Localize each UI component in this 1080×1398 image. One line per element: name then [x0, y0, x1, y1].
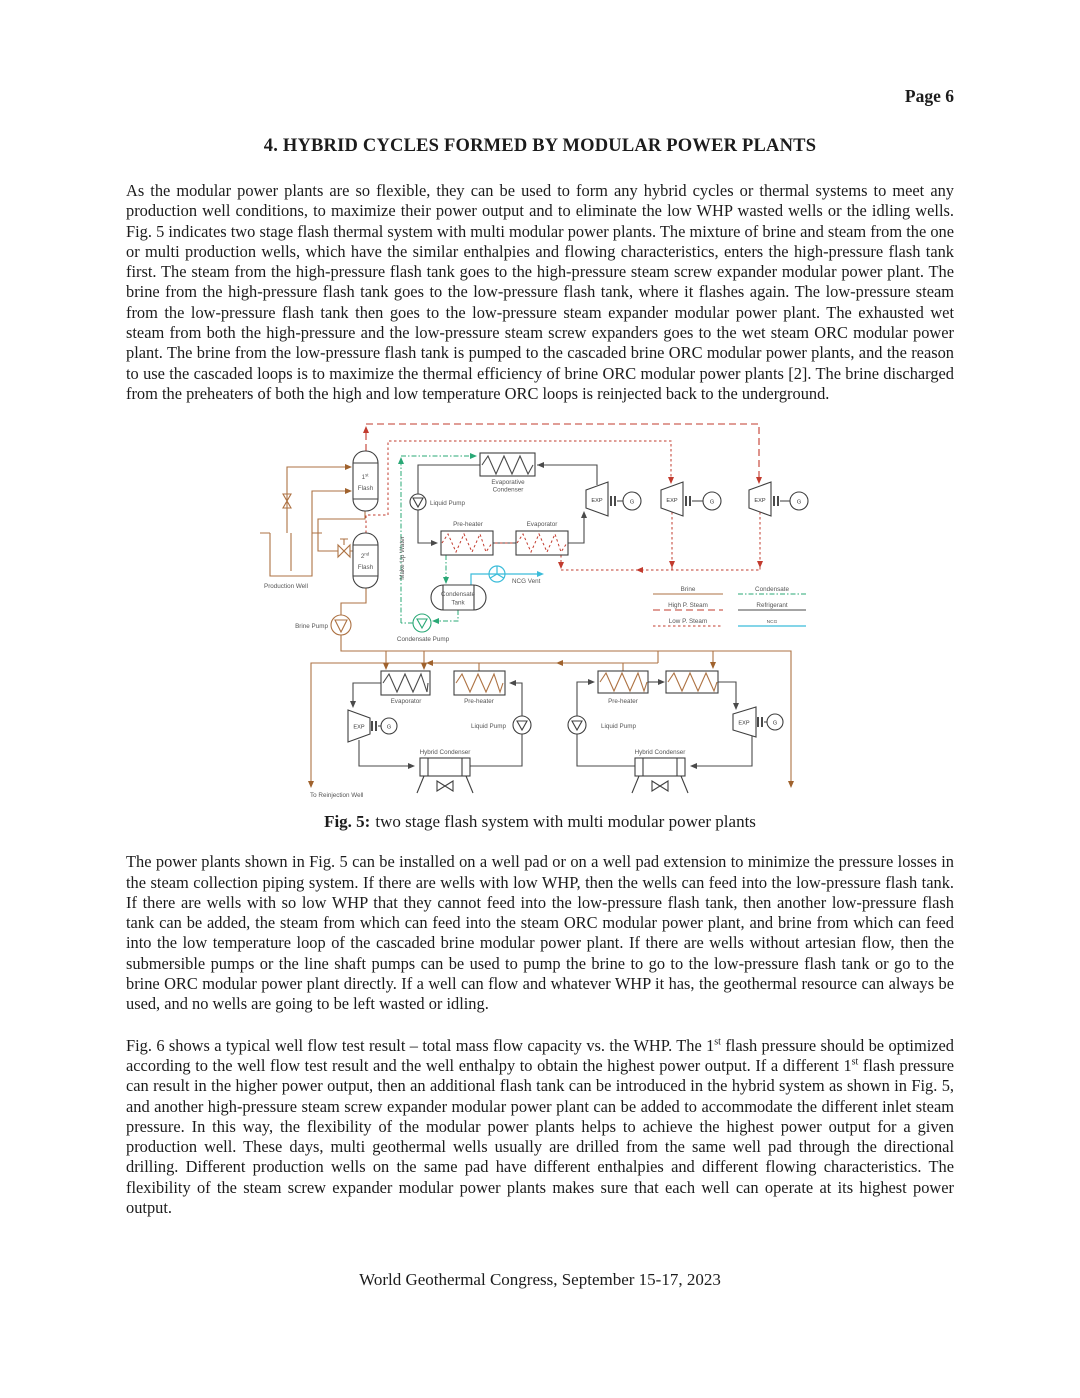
production-well — [260, 464, 352, 590]
evaporator-bottom-left — [381, 671, 430, 705]
ncg-vent — [471, 566, 544, 585]
svg-text:Liquid Pump: Liquid Pump — [601, 723, 637, 731]
svg-text:Pre-heater: Pre-heater — [608, 698, 638, 706]
process-flow-diagram — [256, 418, 840, 810]
paragraph-2: The power plants shown in Fig. 5 can be installed on a well pad or on a well pad extension to minimize the pressure losses in the steam collection piping system. If there are wells with low WHP, then the wells can feed into the low-pressure flash tank. If there are wells with so low WHP that they cannot feed into the low-pressure flash tank, then another low-pressure flash tank can be added, the steam from which can feed into the steam ORC modular power plant, and brine from which can feed into the low temperature loop of the cascaded brine modular power plant. If there are wells without artesian flow, then the submersible pumps or the line shaft pumps can be used to pump the brine to go to the low-pressure flash tank or go to the brine ORC modular power plant directly. If a well can flow and whatever WHP it has, the geothermal resource can always be used, and no wells are going to be left wasted or idling. — [126, 852, 954, 1014]
svg-text:G: G — [796, 499, 802, 506]
svg-text:G: G — [772, 720, 778, 727]
liquid-pump-bottom-right — [568, 716, 637, 734]
liquid-pump-bottom-left — [471, 716, 531, 734]
preheater-top — [441, 521, 493, 555]
svg-text:Evaporator: Evaporator — [526, 521, 558, 529]
brine-pump-label: Brine Pump — [295, 623, 328, 631]
svg-text:Tank: Tank — [451, 599, 465, 607]
evaporator-top — [516, 521, 568, 555]
flash-tank-2 — [353, 533, 378, 588]
expander-bottom-right — [733, 707, 783, 737]
svg-text:Condensate: Condensate — [441, 591, 475, 599]
svg-text:Pre-heater: Pre-heater — [464, 698, 494, 706]
legend-refrigerant: Refrigerant — [756, 602, 788, 610]
svg-text:G: G — [629, 499, 635, 506]
svg-text:2nd: 2nd — [360, 551, 370, 561]
svg-text:Liquid Pump: Liquid Pump — [430, 500, 466, 508]
legend-high-p-steam: High P. Steam — [668, 602, 708, 610]
reinjection-label: To Reinjection Well — [310, 792, 364, 800]
condensate-pump — [397, 614, 450, 643]
svg-text:Flash: Flash — [357, 485, 374, 493]
preheater-bottom-left — [454, 671, 505, 705]
liquid-pump-top — [410, 494, 466, 510]
svg-text:Flash: Flash — [357, 564, 374, 572]
legend-condensate: Condensate — [755, 586, 789, 594]
preheater-bottom-right — [598, 671, 648, 705]
hybrid-condenser-right — [632, 749, 688, 793]
brine-distribution — [308, 635, 794, 799]
svg-text:1st: 1st — [361, 472, 369, 482]
paragraph-1: As the modular power plants are so flexible, they can be used to form any hybrid cycles or thermal systems to meet any production well conditions, to maximize their power output and to eliminate the low WHP wasted wells or the idling wells. Fig. 5 indicates two stage flash thermal system with multi modular power plants. The mixture of brine and steam from the one or multi production wells, which have the similar enthalpies and flowing characteristics, enters the high-pressure flash tank first. The steam from the high-pressure flash tank goes to the high-pressure steam screw expander modular power plant. The brine from the high-pressure flash tank goes to the low-pressure flash tank, where it flashes again. The low-pressure steam from the low-pressure flash tank then goes to the low-pressure steam expander modular power plant. The exhausted wet steam from both the high-pressure and the low-pressure steam screw expanders goes to the wet steam ORC modular power plant. The brine from the low-pressure flash tank is pumped to the cascaded brine ORC modular power plants, and the reason to use the cascaded loops is to maximize the thermal efficiency of brine ORC modular power plants [2]. The brine discharged from the preheaters of both the high and low temperature ORC loops is reinjected back to the underground. — [126, 181, 954, 403]
steam-expander-3 — [749, 482, 808, 516]
condensate-pump-label: Condensate Pump — [396, 636, 450, 644]
page-footer: World Geothermal Congress, September 15-17, 2023 — [359, 1270, 721, 1290]
expander-bottom-left — [348, 710, 397, 742]
svg-text:EXP: EXP — [754, 498, 766, 505]
flash-tank-1 — [353, 451, 378, 511]
svg-text:EXP: EXP — [738, 720, 750, 727]
svg-text:G: G — [709, 499, 715, 506]
svg-text:EXP: EXP — [591, 498, 603, 505]
svg-text:Evaporator: Evaporator — [390, 698, 422, 706]
svg-text:EXP: EXP — [353, 724, 365, 731]
svg-text:Liquid Pump: Liquid Pump — [470, 723, 506, 731]
figure-caption-label: Fig. 5: — [324, 812, 371, 832]
legend-low-p-steam: Low P. Steam — [668, 618, 708, 626]
svg-text:EXP: EXP — [666, 498, 678, 505]
figure-5 — [126, 418, 954, 832]
figure-caption — [126, 812, 954, 832]
condensate-tank — [431, 585, 486, 610]
steam-expander-2 — [661, 482, 721, 516]
legend-ncg: NCG — [766, 620, 778, 626]
diagram-legend — [653, 586, 806, 626]
evaporative-condenser — [480, 453, 535, 494]
figure-caption-text: two stage flash system with multi modular power plants — [375, 812, 756, 832]
svg-text:Hybrid Condenser: Hybrid Condenser — [419, 749, 471, 757]
svg-text:Hybrid Condenser: Hybrid Condenser — [634, 749, 686, 757]
svg-text:Pre-heater: Pre-heater — [453, 521, 483, 529]
hybrid-condenser-left — [417, 749, 473, 793]
evaporator-bottom-right — [666, 671, 718, 693]
make-up-water-label: Make Up Water — [399, 536, 406, 581]
ncg-vent-label: NCG Vent — [512, 578, 541, 586]
page-number: Page 6 — [904, 86, 954, 106]
legend-brine: Brine — [680, 586, 696, 594]
svg-text:Condenser: Condenser — [492, 486, 524, 494]
brine-pump — [295, 615, 351, 635]
paragraph-3: Fig. 6 shows a typical well flow test result – total mass flow capacity vs. the WHP. The 1st flash pressure should be optimized according to the well flow test result and the well enthalpy to obtain the highest power output. If a different 1st flash pressure can result in the higher power output, then an additional flash tank can be introduced in the hybrid system as shown in Fig. 5, and another high-pressure steam screw expander modular power plant can be added to accommodate the different inlet steam pressure. In this way, the flexibility of the modular power plants helps to achieve the highest power output for a given production well. These days, multi geothermal wells usually are drilled from the same well pad through the directional drilling. Different production wells on the same pad have different enthalpies and different flowing characteristics. The flexibility of the steam screw expander modular power plants makes sure that each well can operate at its highest power output. — [126, 1035, 954, 1218]
svg-text:G: G — [386, 724, 392, 731]
production-well-label: Production Well — [264, 583, 308, 591]
high-pressure-steam-line — [363, 424, 762, 487]
svg-text:Evaporative: Evaporative — [491, 479, 525, 487]
section-heading: 4. HYBRID CYCLES FORMED BY MODULAR POWER PLANTS — [263, 136, 817, 156]
steam-expander-1 — [586, 482, 641, 516]
